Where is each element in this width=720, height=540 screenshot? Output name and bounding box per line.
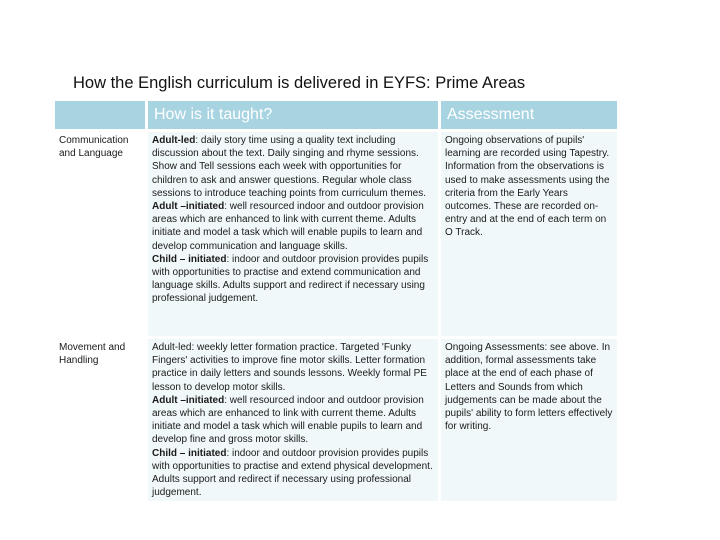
assessment-cell: Ongoing observations of pupils' learning are recorded using Tapestry. Information from the observations is used to make assessments using the criteria from the Early Years outcomes. These are recorded on-entry and at the end of each term on O Track.	[441, 132, 617, 336]
teaching-paragraph	[152, 253, 434, 306]
teaching-paragraph	[152, 394, 434, 447]
approach-label: Adult –initiated	[152, 201, 225, 213]
approach-text: Adult-led: weekly letter formation practice. Targeted 'Funky Fingers' activities to improve fine motor skills. Letter formation practice in daily letters and sounds lessons. Weekly formal PE lesson to develop motor skills.	[152, 342, 427, 393]
assessment-cell: Ongoing Assessments: see above. In addition, formal assessments take place at the end of each phase of Letters and Sounds from which judgements can be made about the pupils' ability to form letters effectively for writing.	[441, 339, 617, 501]
teaching-paragraph	[152, 447, 434, 500]
teaching-cell	[148, 339, 438, 501]
header-how-taught: How is it taught?	[148, 101, 438, 129]
approach-text: : well resourced indoor and outdoor provision areas which are enhanced to link with current theme. Adults initiate and model a task which will enable pupils to learn and develop fine and gross motor skills.	[152, 394, 424, 446]
teaching-paragraph	[152, 134, 434, 200]
approach-text: : indoor and outdoor provision provides pupils with opportunities to practise and extend physical development. Adults support and redirect if necessary using professional judgement.	[152, 447, 433, 499]
table-header-row	[55, 101, 617, 129]
curriculum-table	[52, 98, 620, 504]
approach-text: : indoor and outdoor provision provides pupils with opportunities to practise and extend communication and language skills. Adults support and redirect if necessary using professional judgement.	[152, 253, 429, 305]
teaching-cell	[148, 132, 438, 336]
approach-label: Child – initiated	[152, 253, 227, 265]
header-area	[55, 101, 145, 129]
table-row	[55, 339, 617, 501]
approach-label: Adult –initiated	[152, 394, 225, 406]
approach-text: : well resourced indoor and outdoor provision areas which are enhanced to link with current theme. Adults initiate and model a task which will enable pupils to learn and develop communication and language skills.	[152, 201, 424, 252]
teaching-paragraph	[152, 341, 434, 394]
header-assessment: Assessment	[441, 101, 617, 129]
teaching-paragraph	[152, 200, 434, 253]
approach-text: : daily story time using a quality text including discussion about the text. Daily singing and rhyme sessions. Show and Tell sessions each week with opportunities for children to ask and answer questions. Regular whole class sessions to introduce teaching points from curriculum themes.	[152, 135, 427, 199]
page-title: How the English curriculum is delivered in EYFS: Prime Areas	[73, 74, 526, 92]
approach-label: Child – initiated	[152, 447, 227, 459]
area-movement-handling: Movement and Handling	[55, 339, 145, 501]
area-communication-language: Communication and Language	[55, 132, 145, 336]
approach-label: Adult-led	[152, 135, 196, 146]
table-row	[55, 132, 617, 336]
